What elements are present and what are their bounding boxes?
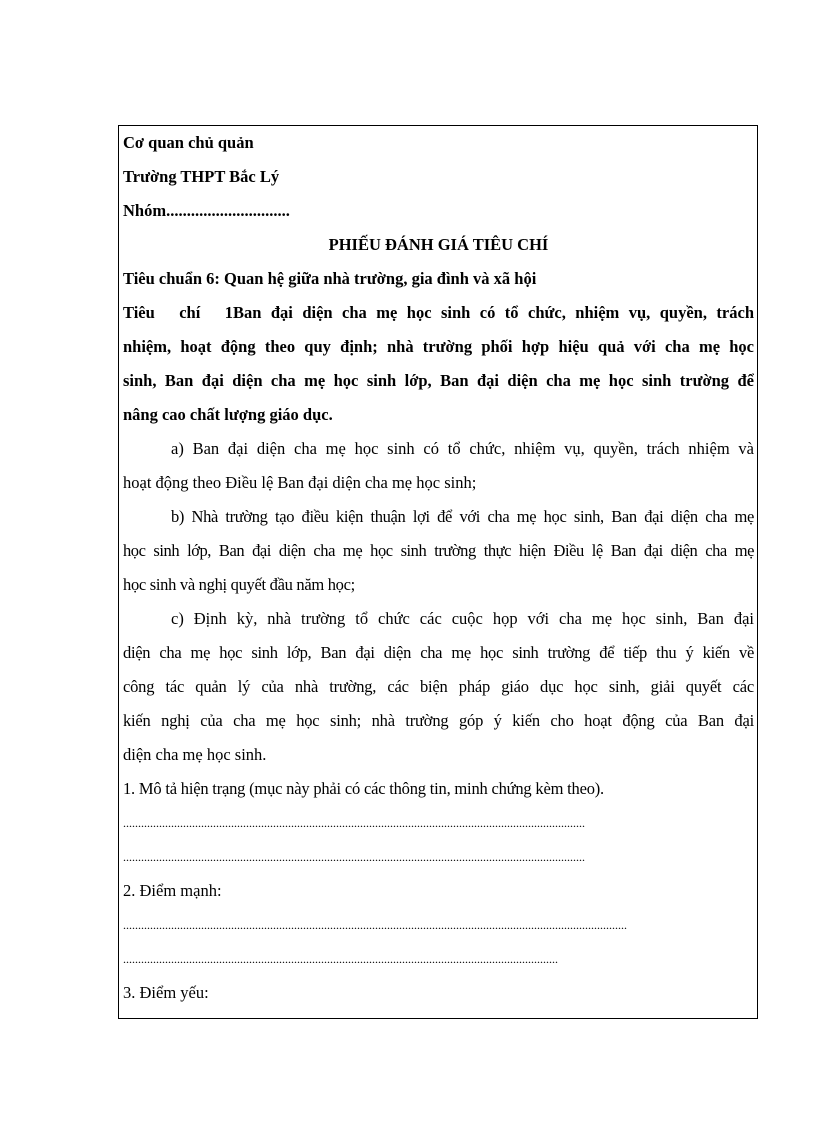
- item-c-line-1: c) Định kỳ, nhà trường tổ chức các cuộc họp với cha mẹ học sinh, Ban đại: [171, 609, 754, 628]
- criterion-text-1: Ban đại diện cha mẹ học sinh có tổ chức, nhiệm vụ, quyền, trách: [233, 303, 754, 322]
- item-b-line-2: học sinh lớp, Ban đại diện cha mẹ học sinh trường thực hiện Điều lệ Ban đại diện cha mẹ: [123, 541, 754, 560]
- section-1-dots-1: ..........................................................................................................................................................: [123, 816, 585, 830]
- item-a-line-1: a) Ban đại diện cha mẹ học sinh có tổ chức, nhiệm vụ, quyền, trách nhiệm và: [171, 439, 754, 458]
- section-1-title: 1. Mô tả hiện trạng (mục này phải có các thông tin, minh chứng kèm theo).: [123, 779, 604, 798]
- standard-text: Quan hệ giữa nhà trường, gia đình và xã hội: [224, 269, 537, 288]
- standard-label: Tiêu chuẩn 6:: [123, 269, 220, 288]
- standard-line: [123, 262, 754, 296]
- section-2-dots-1: ........................................................................................................................................................................: [123, 918, 627, 932]
- item-c-line-5: diện cha mẹ học sinh.: [123, 745, 267, 764]
- item-c-line-4: kiến nghị của cha mẹ học sinh; nhà trường góp ý kiến cho hoạt động của Ban đại: [123, 711, 754, 730]
- criterion-label: Tiêu chí 1: [123, 303, 233, 322]
- item-b-line-1: b) Nhà trường tạo điều kiện thuận lợi để với cha mẹ học sinh, Ban đại diện cha mẹ: [171, 507, 754, 526]
- section-2-dots-2: .................................................................................................................................................: [123, 952, 558, 966]
- section-1-dots-2: ..........................................................................................................................................................: [123, 850, 585, 864]
- section-2-title: 2. Điểm mạnh:: [123, 881, 222, 900]
- evaluation-form-page: [118, 125, 758, 1019]
- agency-line: Cơ quan chủ quản: [123, 133, 254, 152]
- form-title: PHIẾU ĐÁNH GIÁ TIÊU CHÍ: [328, 235, 549, 254]
- section-3-title: 3. Điểm yếu:: [123, 983, 209, 1002]
- criterion-line-4: nâng cao chất lượng giáo dục.: [123, 405, 333, 424]
- item-c-line-3: công tác quản lý của nhà trường, các biện pháp giáo dục học sinh, giải quyết các: [123, 677, 754, 696]
- item-b-line-3: học sinh và nghị quyết đầu năm học;: [123, 575, 355, 594]
- criterion-line-3: sinh, Ban đại diện cha mẹ học sinh lớp, Ban đại diện cha mẹ học sinh trường để: [123, 371, 754, 390]
- item-a-line-2: hoạt động theo Điều lệ Ban đại diện cha mẹ học sinh;: [123, 473, 477, 492]
- criterion-line-2: nhiệm, hoạt động theo quy định; nhà trường phối hợp hiệu quả với cha mẹ học: [123, 337, 754, 356]
- school-name: Trường THPT Bắc Lý: [123, 167, 280, 186]
- group-line: Nhóm..............................: [123, 201, 290, 220]
- item-c-line-2: diện cha mẹ học sinh lớp, Ban đại diện cha mẹ học sinh trường để tiếp thu ý kiến về: [123, 643, 754, 662]
- criterion-line-1: [123, 296, 754, 330]
